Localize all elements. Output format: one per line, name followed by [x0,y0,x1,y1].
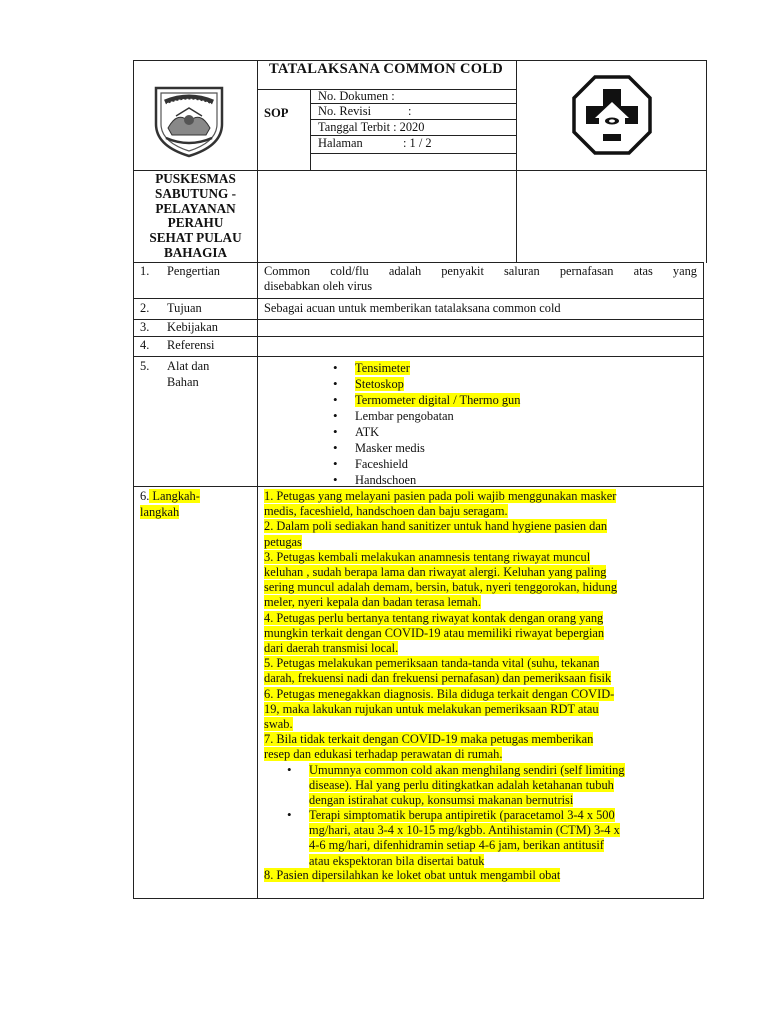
row-number: 5. [140,359,150,373]
step-line: 2. Dalam poli sediakan hand sanitizer untuk hand hygiene pasien dan [264,519,608,534]
org-line: PUSKESMAS [155,171,236,186]
sub-line: 4-6 mg/hari, difenhidramin setiap 4-6 jam, berikan antitusif [309,838,604,853]
list-item: • Handschoen [355,472,520,488]
row-line-2 [133,319,704,320]
row-number: 6. [140,489,150,503]
row-number: 1. [140,264,150,278]
doc-row-line-4 [310,153,517,154]
page-label: Halaman [318,136,363,150]
step-line: keluhan , sudah berapa lama dan riwayat alergi. Keluhan yang paling [264,565,607,580]
issue-date: Tanggal Terbit : 2020 [318,120,425,134]
government-crest-logo [148,80,230,160]
step-line: 7. Bila tidak terkait dengan COVID-19 maka petugas memberikan [264,732,594,747]
row-label-pengertian: Pengertian [167,264,220,278]
text-line: disebabkan oleh virus [264,279,373,294]
header-col-divider-1 [257,60,258,263]
bullet-icon: • [287,762,292,777]
page-value: : 1 / 2 [403,136,432,150]
document-title: TATALAKSANA COMMON COLD [269,61,504,77]
row-line-4 [133,356,704,357]
pengertian-text [264,264,704,294]
row-label-langkah [140,489,200,520]
body-col-divider [257,262,258,899]
body-top-border [133,262,704,263]
row-number: 3. [140,320,150,334]
list-item: • ATK [355,424,520,440]
step-line: 8. Pasien dipersilahkan ke loket obat untuk mengambil obat [264,868,561,882]
revision-label: No. Revisi [318,104,372,118]
step-8 [264,868,704,883]
row-label-alat [167,359,209,390]
row-label-kebijakan: Kebijakan [167,320,218,334]
step-line: petugas [264,534,302,549]
step-line: 4. Petugas perlu bertanya tentang riwayat kontak dengan orang yang [264,610,604,625]
label-line: langkah [140,504,180,519]
equipment-list [355,360,520,488]
sop-label: SOP [264,106,289,120]
sub-bullet-1 [309,763,625,809]
sub-line: atau ekspektoran bila disertai batuk [309,853,485,868]
list-item: • Masker medis [355,440,520,456]
sub-line: Terapi simptomatik berupa antipiretik (paracetamol 3-4 x 500 [309,808,615,822]
org-line: BAHAGIA [163,244,227,260]
list-item: • Termometer digital / Thermo gun [355,392,520,408]
list-item: • Tensimeter [355,360,520,376]
header-col-divider-2 [516,60,517,263]
step-line: dari daerah transmisi local. [264,641,399,656]
row-line-1 [133,298,704,299]
sop-divider [310,89,311,171]
list-item: • Stetoskop [355,376,520,392]
org-line: PERAHU [167,215,224,231]
step-line: 3. Petugas kembali melakukan anamnesis tentang riwayat muncul [264,549,591,564]
text-line: Common cold/flu adalah penyakit saluran pernafasan atas yang [264,264,697,278]
row-number: 4. [140,338,150,352]
step-line: swab. [264,717,293,732]
row-number: 2. [140,301,150,315]
puskesmas-logo [571,74,653,156]
bullet-icon: • [287,807,292,822]
list-item: • Lembar pengobatan [355,408,520,424]
org-line: SABUTUNG - [155,185,236,201]
row-line-3 [133,336,704,337]
sub-line: mg/hari, atau 3-4 x 10-15 mg/kgbb. Antihistamin (CTM) 3-4 x [309,823,620,838]
step-line: meler, nyeri kepala dan badan terasa lemah. [264,595,481,610]
step-line: 19, maka lakukan rujukan untuk melakukan pemeriksaan RDT atau [264,701,599,716]
sub-line: Umumnya common cold akan menghilang sendiri (self limiting [309,763,625,777]
row-label-referensi: Referensi [167,338,215,352]
org-line: PELAYANAN [155,200,236,216]
organization-name [134,172,257,261]
body-left-border [133,262,134,899]
step-line: 1. Petugas yang melayani pasien pada poli wajib menggunakan masker [264,489,617,503]
list-item: • Faceshield [355,456,520,472]
org-line: SEHAT PULAU [149,230,242,246]
sub-line: dengan istirahat cukup, konsumsi makanan bernutrisi [309,793,574,808]
step-line: mungkin terkait dengan COVID-19 atau memiliki riwayat bepergian [264,625,605,640]
header-right-border [706,60,707,263]
step-line: 6. Petugas menegakkan diagnosis. Bila diduga terkait dengan COVID- [264,686,615,701]
body-bottom-border [133,898,704,899]
tujuan-text: Sebagai acuan untuk memberikan tatalaksana common cold [264,301,561,315]
sub-bullet-2 [309,808,620,869]
steps-block [264,489,704,763]
revision-colon: : [408,104,412,118]
step-line: 5. Petugas melakukan pemeriksaan tanda-tanda vital (suhu, tekanan [264,656,600,671]
step-line: darah, frekuensi nadi dan frekuensi pernafasan) dan pemeriksaan fisik [264,671,612,686]
step-line: resep dan edukasi terhadap perawatan di rumah. [264,747,503,762]
step-line: sering muncul adalah demam, bersin, batuk, nyeri tenggorokan, hidung [264,580,618,595]
step-line: medis, faceshield, handschoen dan baju seragam. [264,504,508,519]
label-line: Alat dan [167,359,210,373]
doc-number-label: No. Dokumen : [318,89,395,103]
sub-line: disease). Hal yang perlu ditingkatkan adalah ketahanan tubuh [309,778,614,793]
label-line: Langkah- [149,489,200,503]
row-label-tujuan: Tujuan [167,301,202,315]
label-line: Bahan [167,374,199,389]
